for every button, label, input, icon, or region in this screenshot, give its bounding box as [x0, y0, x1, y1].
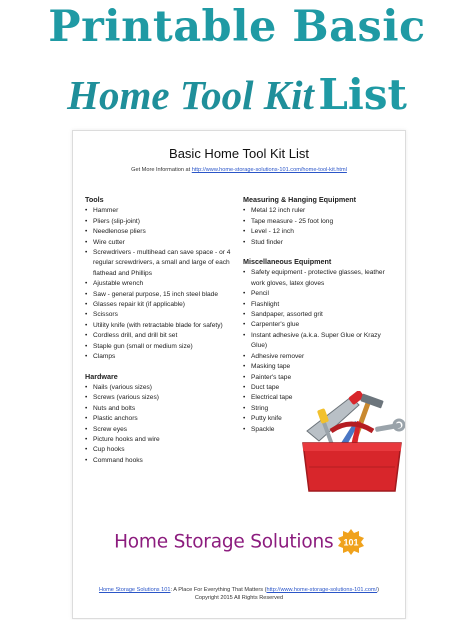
section-heading-misc: Miscellaneous Equipment — [243, 257, 332, 267]
footer — [73, 586, 405, 602]
list-item: • Staple gun (small or medium size) — [85, 342, 235, 352]
list-item: • String — [243, 404, 395, 414]
info-prefix: Get More Information at — [131, 167, 191, 173]
measuring-list — [243, 206, 395, 248]
list-item: • Putty knife — [243, 414, 395, 424]
copyright: Copyright 2015 All Rights Reserved — [194, 595, 284, 601]
list-item: • Safety equipment - protective glasses, leather work gloves, latex gloves — [243, 268, 395, 289]
document-title: Basic Home Tool Kit List — [169, 146, 309, 161]
page-title-line1: Printable Basic — [48, 2, 426, 52]
printable-document — [72, 130, 406, 619]
list-item: • Scissors — [85, 310, 235, 320]
left-column — [85, 195, 235, 475]
page-title-plain: List — [318, 70, 407, 119]
footer-close: ) — [377, 587, 380, 593]
page-title-italic: Home Tool Kit — [67, 72, 314, 118]
document-info-line — [73, 167, 405, 173]
list-item: • Clamps — [85, 352, 235, 362]
list-item: • Screw eyes — [85, 425, 235, 435]
section-heading-tools: Tools — [85, 195, 104, 204]
list-item: • Painter's tape — [243, 373, 395, 383]
list-item: • Hammer — [85, 206, 235, 216]
hardware-list — [85, 383, 235, 466]
list-item: • Nails (various sizes) — [85, 383, 235, 393]
badge-text: 101 — [343, 537, 359, 548]
footer-url-link[interactable]: http://www.home-storage-solutions-101.com/ — [266, 587, 378, 593]
logo-text: Home Storage Solutions — [114, 531, 334, 553]
list-item: • Flashlight — [243, 300, 395, 310]
footer-line — [73, 586, 405, 594]
list-item: • Glasses repair kit (if applicable) — [85, 300, 235, 310]
toolbox-illustration — [297, 391, 405, 500]
list-item: • Pencil — [243, 289, 395, 299]
list-item: • Screws (various sizes) — [85, 393, 235, 403]
list-item: • Utility knife (with retractable blade for safety) — [85, 321, 235, 331]
toolbox-icon — [297, 391, 405, 495]
list-item: • Stud finder — [243, 238, 395, 248]
list-item: • Picture hooks and wire — [85, 435, 235, 445]
list-item: • Ajustable wrench — [85, 279, 235, 289]
list-item: • Tape measure - 25 foot long — [243, 217, 395, 227]
brand-logo — [73, 529, 405, 555]
section-heading-measuring: Measuring & Hanging Equipment — [243, 195, 357, 204]
page-title-line2 — [0, 70, 474, 119]
badge-101-icon — [338, 529, 364, 555]
list-item: • Plastic anchors — [85, 414, 235, 424]
list-item: • Instant adhesive (a.k.a. Super Glue or Krazy Glue) — [243, 331, 395, 352]
list-item: • Pliers (slip-joint) — [85, 217, 235, 227]
list-item: • Sandpaper, assorted grit — [243, 310, 395, 320]
list-item: • Duct tape — [243, 383, 395, 393]
tools-list — [85, 206, 235, 362]
list-item: • Spackle — [243, 425, 395, 435]
list-item: • Saw - general purpose, 15 inch steel blade — [85, 290, 235, 300]
list-item: • Nuts and bolts — [85, 404, 235, 414]
list-item: • Electrical tape — [243, 393, 395, 403]
list-item: • Command hooks — [85, 456, 235, 466]
list-item: • Masking tape — [243, 362, 395, 372]
footer-tagline: : A Place For Everything That Matters ( — [170, 587, 267, 593]
list-item: • Metal 12 inch ruler — [243, 206, 395, 216]
list-item: • Adhesive remover — [243, 352, 395, 362]
footer-site-link[interactable]: Home Storage Solutions 101 — [98, 587, 171, 593]
list-item: • Needlenose pliers — [85, 227, 235, 237]
list-item: • Level - 12 inch — [243, 227, 395, 237]
section-heading-hardware: Hardware — [85, 371, 118, 381]
list-item: • Screwdrivers - multihead can save space - or 4 regular screwdrivers, a small and large of each flathead and Phillips — [85, 248, 235, 279]
list-item: • Cordless drill, and drill bit set — [85, 331, 235, 341]
list-item: • Carpenter's glue — [243, 320, 395, 330]
info-link[interactable]: http://www.home-storage-solutions-101.com/home-tool-kit.html — [191, 167, 347, 173]
list-item: • Cup hooks — [85, 445, 235, 455]
list-item: • Wire cutter — [85, 238, 235, 248]
